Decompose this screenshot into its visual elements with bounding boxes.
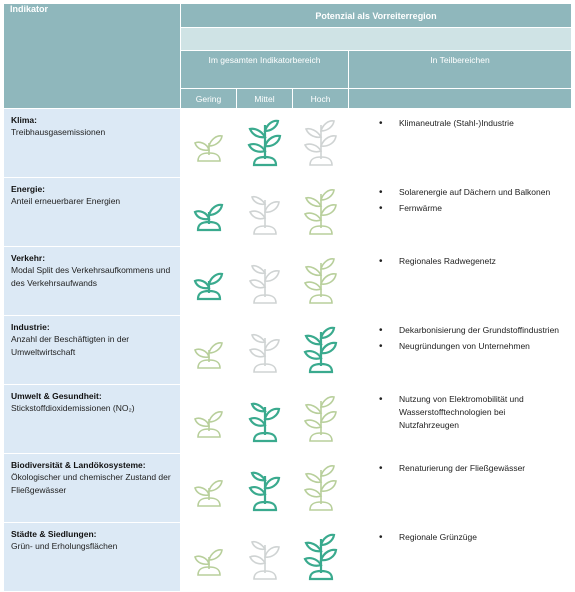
- plant-icon: [187, 150, 231, 167]
- table-row: [4, 454, 572, 523]
- table-body: [4, 109, 572, 592]
- detail-cell: [349, 316, 572, 385]
- level-medium-cell: [237, 523, 293, 592]
- plant-icon: [187, 564, 231, 581]
- level-medium-cell: [237, 454, 293, 523]
- level-high-cell: [293, 109, 349, 178]
- indicator-title: Biodiversität & Landökosysteme:: [11, 460, 146, 470]
- detail-list: [379, 393, 567, 432]
- table-row: [4, 109, 572, 178]
- plant-icon: [243, 568, 287, 585]
- level-medium-cell: [237, 109, 293, 178]
- plant-icon: [187, 288, 231, 305]
- level-low-cell: [181, 247, 237, 316]
- level-high-cell: [293, 316, 349, 385]
- level-low-cell: [181, 523, 237, 592]
- detail-item: • Neugründungen von Unternehmen: [379, 340, 567, 353]
- table-row: [4, 385, 572, 454]
- plant-icon: [299, 361, 343, 378]
- detail-cell: [349, 385, 572, 454]
- plant-icon: [187, 495, 231, 512]
- detail-cell: [349, 109, 572, 178]
- plant-icon: [243, 292, 287, 309]
- header-indicator: Indikator: [4, 4, 181, 109]
- header-level-empty: [349, 89, 572, 109]
- level-high-cell: [293, 178, 349, 247]
- level-high-cell: [293, 523, 349, 592]
- level-low-cell: [181, 316, 237, 385]
- indicator-title: Städte & Siedlungen:: [11, 529, 97, 539]
- indicator-title: Industrie:: [11, 322, 50, 332]
- plant-icon: [243, 361, 287, 378]
- indicator-description: Ökologischer und chemischer Zustand der Fließgewässer: [11, 472, 171, 495]
- level-low-cell: [181, 178, 237, 247]
- header-level-medium: Mittel: [237, 89, 293, 109]
- plant-icon: [299, 154, 343, 171]
- detail-list: [379, 255, 567, 268]
- header-level-low: Gering: [181, 89, 237, 109]
- plant-icon: [299, 568, 343, 585]
- indicator-cell: [4, 109, 181, 178]
- indicator-cell: [4, 523, 181, 592]
- potential-table: [3, 3, 572, 592]
- plant-icon: [243, 499, 287, 516]
- table-row: [4, 316, 572, 385]
- indicator-cell: [4, 454, 181, 523]
- header-partial: In Teilbereichen: [349, 51, 572, 89]
- header-spacer: [181, 28, 572, 51]
- plant-icon: [187, 357, 231, 374]
- detail-cell: [349, 247, 572, 316]
- table-row: [4, 178, 572, 247]
- plant-icon: [299, 499, 343, 516]
- detail-list: [379, 186, 567, 215]
- table-row: [4, 523, 572, 592]
- plant-icon: [187, 219, 231, 236]
- detail-list: [379, 117, 567, 130]
- indicator-description: Modal Split des Verkehrsaufkommens und des Verkehrsaufwands: [11, 265, 171, 288]
- plant-icon: [243, 223, 287, 240]
- indicator-description: Anteil erneuerbarer Energien: [11, 196, 121, 206]
- level-medium-cell: [237, 247, 293, 316]
- indicator-cell: [4, 178, 181, 247]
- detail-item: • Fernwärme: [379, 202, 567, 215]
- detail-cell: [349, 523, 572, 592]
- indicator-cell: [4, 247, 181, 316]
- detail-item: • Klimaneutrale (Stahl-)Industrie: [379, 117, 567, 130]
- detail-list: [379, 531, 567, 544]
- detail-list: [379, 462, 567, 475]
- level-low-cell: [181, 385, 237, 454]
- indicator-description: Stickstoffdioxidemissionen (NO₂): [11, 403, 135, 413]
- level-high-cell: [293, 454, 349, 523]
- indicator-description: Anzahl der Beschäftigten in der Umweltwirtschaft: [11, 334, 130, 357]
- detail-item: • Renaturierung der Fließgewässer: [379, 462, 567, 475]
- detail-list: [379, 324, 567, 353]
- level-medium-cell: [237, 178, 293, 247]
- detail-item: • Solarenergie auf Dächern und Balkonen: [379, 186, 567, 199]
- level-medium-cell: [237, 316, 293, 385]
- plant-icon: [299, 223, 343, 240]
- indicator-title: Umwelt & Gesundheit:: [11, 391, 102, 401]
- header-level-high: Hoch: [293, 89, 349, 109]
- detail-item: • Regionale Grünzüge: [379, 531, 567, 544]
- detail-cell: [349, 454, 572, 523]
- level-high-cell: [293, 385, 349, 454]
- indicator-cell: [4, 385, 181, 454]
- indicator-title: Verkehr:: [11, 253, 46, 263]
- header-overall: Im gesamten Indikatorbereich: [181, 51, 349, 89]
- plant-icon: [299, 430, 343, 447]
- plant-icon: [243, 430, 287, 447]
- level-medium-cell: [237, 385, 293, 454]
- table-row: [4, 247, 572, 316]
- detail-item: • Regionales Radwegenetz: [379, 255, 567, 268]
- detail-item: • Nutzung von Elektromobilität und Wasserstofftechnologien bei Nutzfahrzeugen: [379, 393, 567, 432]
- level-high-cell: [293, 247, 349, 316]
- detail-item: • Dekarbonisierung der Grundstoffindustrien: [379, 324, 567, 337]
- indicator-title: Energie:: [11, 184, 46, 194]
- header-potential: Potenzial als Vorreiterregion: [181, 4, 572, 28]
- detail-cell: [349, 178, 572, 247]
- indicator-description: Treibhausgasemissionen: [11, 127, 106, 137]
- level-low-cell: [181, 454, 237, 523]
- plant-icon: [299, 292, 343, 309]
- indicator-cell: [4, 316, 181, 385]
- indicator-title: Klima:: [11, 115, 37, 125]
- indicator-description: Grün- und Erholungsflächen: [11, 541, 118, 551]
- plant-icon: [243, 154, 287, 171]
- level-low-cell: [181, 109, 237, 178]
- plant-icon: [187, 426, 231, 443]
